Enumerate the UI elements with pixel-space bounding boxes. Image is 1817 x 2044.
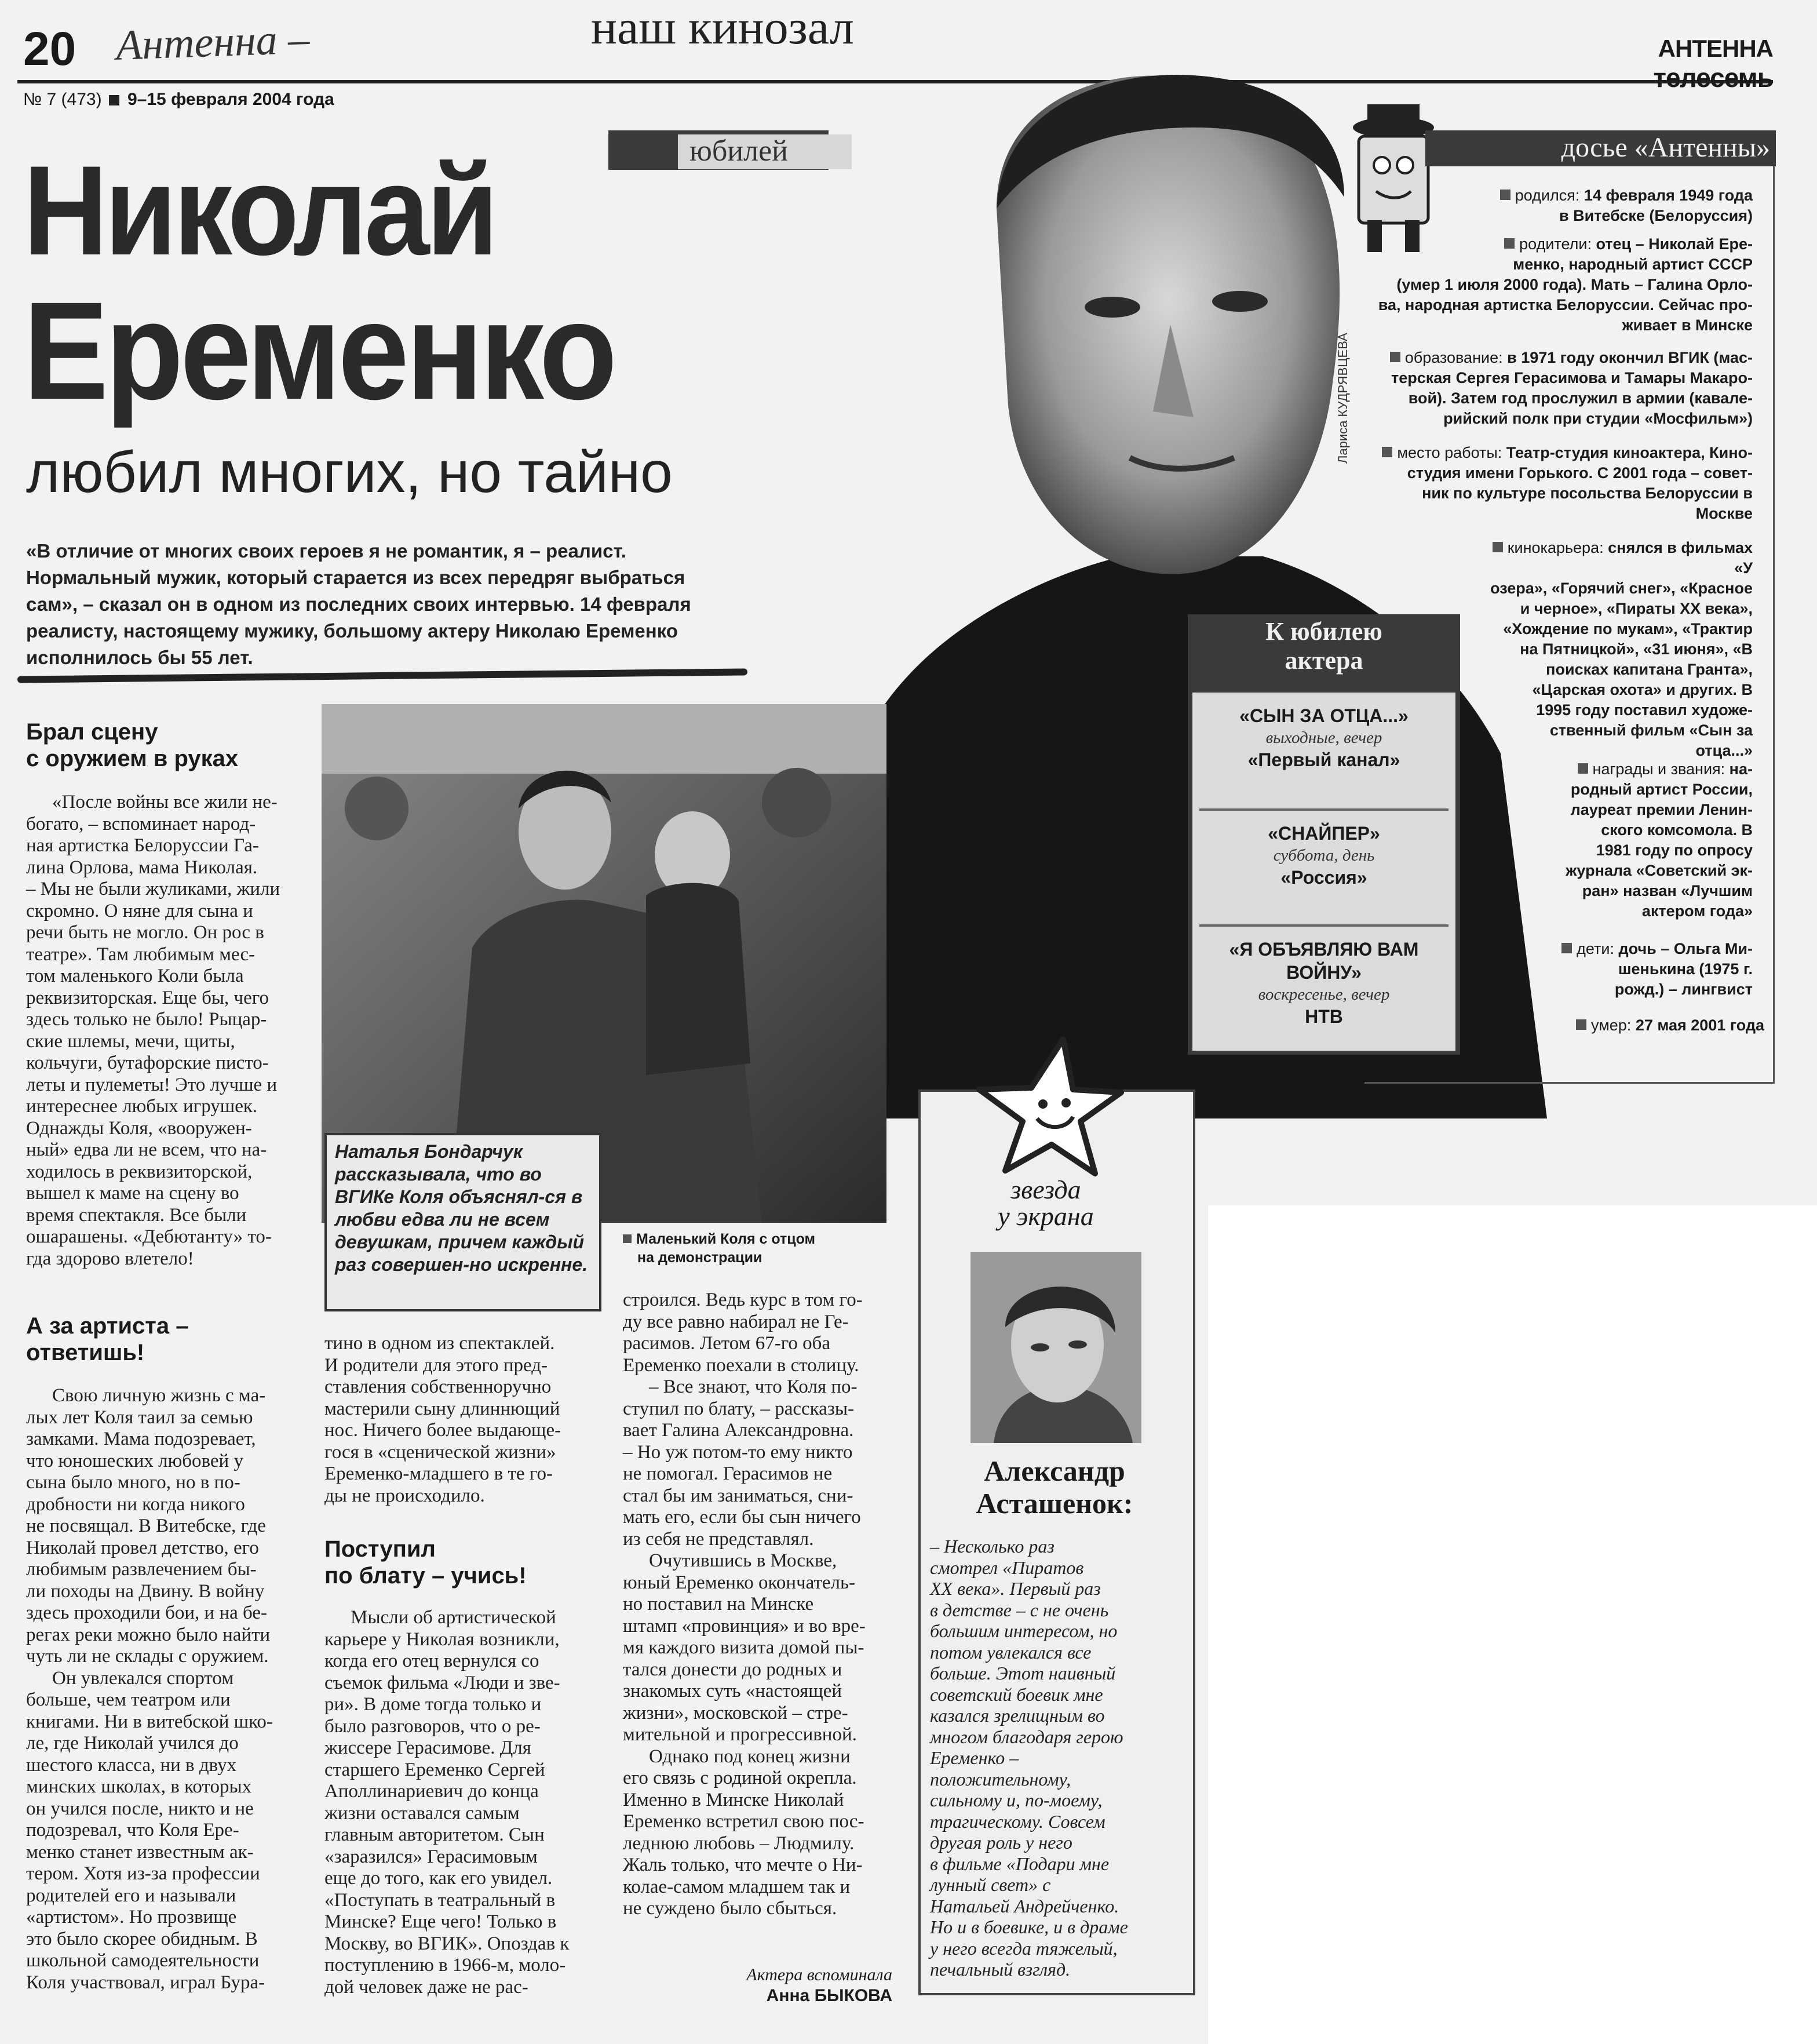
star-person-name: Александр Асташенок: <box>976 1455 1133 1520</box>
text-line: театре». Там любимым мес- <box>26 943 256 965</box>
text-line: Мысли об артистической <box>351 1607 556 1628</box>
text-line: сына было много, но в по- <box>26 1472 240 1493</box>
text-line: что юношеских любовей у <box>26 1450 243 1471</box>
text-line: «После войны все жили не- <box>52 792 278 813</box>
text-line: сильному и, по-моему, <box>930 1790 1103 1810</box>
text-line: ри». В доме тогда только и <box>324 1694 542 1715</box>
tv-divider <box>1199 808 1449 811</box>
text-line: кольчуги, бутафорские писто- <box>26 1052 269 1073</box>
text-line: не суждено было сбыться. <box>623 1898 837 1919</box>
col2-paragraph-2 <box>324 1607 594 1998</box>
text-line: нос. Ничего более выдающе- <box>324 1420 561 1441</box>
text-line: Еременко – <box>930 1747 1019 1768</box>
text-line: ле, где Николай учился до <box>26 1733 239 1754</box>
text-line: регах реки можно было найти <box>26 1624 271 1645</box>
dossier-awards: награды и звания: на- родный артист России, лауреат премии Ленин- ского комсомола. В 1981 году по опросу журнала «Советский эк- ран» назван «Лучшим актером года» <box>1566 760 1753 920</box>
dossier-parents: родители: отец – Николай Ере- менко, народный артист СССР (умер 1 июля 2000 года). Мать – Галина Орло- ва, народная артистка Белоруссии. Сейчас про- живает в Минске <box>1378 235 1753 334</box>
text-line: вышел к маме на сцену во <box>26 1183 239 1204</box>
text-line: ная артистка Белоруссии Га- <box>26 835 259 856</box>
text-line: Однажды Коля, «вооружен- <box>26 1117 252 1139</box>
bullet-square-icon <box>1578 763 1588 774</box>
text-line: карьере у Николая возникли, <box>324 1628 560 1650</box>
text-line: стал бы им заниматься, сни- <box>623 1485 853 1506</box>
tv-item-son-for-father: «СЫН ЗА ОТЦА...» выходные, вечер «Первый канал» <box>1239 705 1409 770</box>
text-line: лых лет Коля таил за семью <box>26 1407 253 1428</box>
text-line: из себя не представлял. <box>623 1528 814 1550</box>
text-line: – Мы не были жуликами, жили <box>26 879 280 899</box>
text-line: печальный взгляд. <box>930 1959 1071 1980</box>
text-line: И родители для этого пред- <box>324 1354 548 1376</box>
text-line: любимым развлечением бы- <box>26 1559 257 1580</box>
dossier-title: досье «Антенны» <box>1561 132 1770 163</box>
issue-dates: 9–15 февраля 2004 года <box>127 90 334 109</box>
page-number: 20 <box>23 23 76 75</box>
text-line: богато, – вспоминает народ- <box>26 813 256 835</box>
dossier-education: образование: в 1971 году окончил ВГИК (мас- терская Сергея Герасимова и Тамары Макаро- вой). Затем год прослужил в армии (кавале- рийский полк при студии «Мосфильм») <box>1367 348 1753 429</box>
text-line: было разговоров, что о ре- <box>324 1715 541 1737</box>
text-line: – Все знают, что Коля по- <box>649 1376 858 1397</box>
bullet-square-icon <box>1561 943 1572 953</box>
text-line: время спектакля. Все были <box>26 1204 247 1226</box>
text-line: лина Орлова, мама Николая. <box>26 857 258 878</box>
dossier-workplace: место работы: Театр-студия киноактера, Кино- студия имени Горького. С 2001 года – совет- ник по культуре посольства Белоруссии в Москве <box>1367 443 1753 524</box>
text-line: мительной и прогрессивной. <box>623 1724 857 1745</box>
text-line: старшего Еременко Сергей <box>324 1759 545 1780</box>
text-line: вает Галина Александровна. <box>623 1420 854 1441</box>
issue-number: № 7 (473) <box>23 90 102 109</box>
text-line: главным авторитетом. Сын <box>324 1824 545 1845</box>
text-line: потом увлекался все <box>930 1641 1092 1663</box>
text-line: не посвящал. В Витебске, где <box>26 1515 266 1536</box>
tv-item-war: «Я ОБЪЯВЛЯЮ ВАМ ВОЙНУ» воскресенье, вечер НТВ <box>1229 939 1419 1027</box>
col1-paragraph-2 <box>26 1385 295 1994</box>
text-line: казался зрелищным во <box>930 1705 1105 1726</box>
text-line: дой человек даже не рас- <box>324 1976 528 1998</box>
tv-divider <box>1199 924 1449 927</box>
text-line: «Поступать в театральный в <box>324 1889 556 1911</box>
text-line: ли походы на Двину. В войну <box>26 1580 265 1602</box>
dossier-died: умер: 27 мая 2001 года <box>1541 1015 1764 1036</box>
text-line: Однако под конец жизни <box>649 1746 851 1767</box>
text-line: менко станет известным ак- <box>26 1841 254 1863</box>
col1-paragraph-1 <box>26 792 295 1270</box>
text-line: Очутившись в Москве, <box>649 1550 837 1571</box>
text-line: мать его, если бы сын ничего <box>623 1507 861 1528</box>
text-line: не помогал. Герасимов не <box>623 1463 833 1484</box>
text-line: советский боевик мне <box>930 1684 1103 1705</box>
star-icon <box>973 1034 1124 1179</box>
text-line: многом благодаря герою <box>930 1726 1123 1747</box>
text-line: знакомых суть «настоящей <box>623 1681 842 1701</box>
subhead-answer-for-artist: А за артиста – ответишь! <box>26 1313 189 1365</box>
text-line: Жаль только, что мечте о Ни- <box>623 1854 863 1875</box>
text-line: шестого класса, ни в двух <box>26 1754 237 1776</box>
headline-last-name: Еременко <box>23 273 614 428</box>
text-line: тался донести до родных и <box>623 1659 842 1680</box>
text-line: жизни оставался самым <box>324 1802 520 1824</box>
lead-paragraph: «В отличие от многих своих героев я не романтик, я – реалист. Нормальный мужик, который старается из всех передряг выбраться сам», – сказал он в одном из последних своих интервью. 14 февраля реалисту, настоящему мужику, большому актеру Николаю Еременко исполнилось бы 55 лет. <box>26 540 691 668</box>
bullet-square-icon <box>1493 542 1503 552</box>
text-line: поступлению в 1966-м, моло- <box>324 1955 566 1976</box>
headline-subtitle: любил многих, но тайно <box>26 440 673 505</box>
text-line: строился. Ведь курс в том го- <box>623 1289 863 1310</box>
text-line: в детстве – с не очень <box>930 1599 1109 1620</box>
tv-box-title: К юбилею актера <box>1265 617 1382 675</box>
text-line: Аполлинариевич до конца <box>324 1781 539 1802</box>
text-line: «заразился» Герасимовым <box>324 1846 538 1867</box>
text-line: Еременко встретил свою пос- <box>623 1811 864 1832</box>
rubric-title: наш кинозал <box>591 1 854 54</box>
bullet-square-icon <box>1576 1019 1586 1030</box>
text-line: Еременко поехали в столицу. <box>623 1354 859 1376</box>
text-line: – Но уж потом-то ему никто <box>623 1441 853 1463</box>
text-line: колае-самом младшем так и <box>623 1876 851 1897</box>
text-line: интереснее любых игрушек. <box>26 1096 258 1117</box>
text-line: Москву, во ВГИК». Опоздав к <box>324 1933 570 1954</box>
text-line: Натальей Андрейченко. <box>930 1895 1119 1917</box>
text-line: школьной самодеятельности <box>26 1950 260 1971</box>
text-line: дробности ни когда никого <box>26 1493 245 1515</box>
text-line: Но и в боевике, и в драме <box>930 1917 1128 1937</box>
brand-handwritten: Антенна – <box>115 15 311 70</box>
text-line: ступил по блату, – рассказы- <box>623 1398 855 1419</box>
text-line: Свою личную жизнь с ма- <box>52 1385 266 1406</box>
text-line: книгами. Ни в витебской шко- <box>26 1711 273 1732</box>
page-background-blank <box>1208 1205 1817 2044</box>
text-line: скромно. О няне для сына и <box>26 900 253 921</box>
text-line: еще до того, как его увидел. <box>324 1868 553 1889</box>
text-line: Именно в Минске Николай <box>623 1789 844 1810</box>
text-line: это было скорее обидным. В <box>26 1928 258 1950</box>
text-line: жиссере Герасимове. Для <box>324 1737 531 1758</box>
text-line: Он увлекался спортом <box>52 1667 234 1689</box>
text-line: большим интересом, но <box>930 1620 1118 1641</box>
text-line: ставления собственноручно <box>324 1376 552 1397</box>
text-line: здесь только не было! Рыцар- <box>26 1009 267 1030</box>
tv-item-sniper: «СНАЙПЕР» суббота, день «Россия» <box>1268 823 1380 888</box>
text-line: штамп «провинция» и во вре- <box>623 1615 866 1637</box>
text-line: в фильме «Подари мне <box>930 1853 1110 1874</box>
text-line: речи быть не могло. Он рос в <box>26 922 264 943</box>
text-line: замками. Мама подозревает, <box>26 1429 256 1449</box>
headline-first-name: Николай <box>23 139 495 282</box>
text-line: но поставил на Минске <box>623 1594 814 1615</box>
text-line: юный Еременко окончатель- <box>623 1572 855 1593</box>
col2-paragraph-1 <box>324 1333 594 1507</box>
text-line: мя каждого визита домой пы- <box>623 1637 864 1658</box>
subhead-stage-weapon: Брал сцену с оружием в руках <box>26 719 239 771</box>
bullet-square-icon <box>623 1234 632 1243</box>
text-line: лунный свет» с <box>930 1874 1051 1895</box>
text-line: ошарашены. «Дебютанту» то- <box>26 1226 272 1247</box>
text-line: гося в «сценической жизни» <box>324 1441 556 1463</box>
text-line: леты и пулеметы! Это лучше и <box>26 1074 278 1095</box>
text-line: гда здорово влетело! <box>26 1248 194 1269</box>
text-line: другая роль у него <box>930 1832 1072 1853</box>
col3-paragraph <box>623 1289 892 1920</box>
text-line: Еременко-младшего в те го- <box>324 1463 553 1484</box>
text-line: больше. Этот наивный <box>930 1663 1116 1684</box>
text-line: когда его отец вернулся со <box>324 1650 539 1671</box>
text-line: Николай провел детство, его <box>26 1537 259 1558</box>
text-line: мастерили сыну длиннющий <box>324 1398 560 1419</box>
bullet-square-icon <box>1390 352 1400 362</box>
photo-credit: Лариса КУДРЯВЦЕВА <box>1336 333 1350 464</box>
text-line: он учился после, никто и не <box>26 1798 254 1819</box>
text-line: у него всегда тяжелый, <box>930 1937 1118 1959</box>
text-line: подозревал, что Коля Ере- <box>26 1820 239 1841</box>
text-line: его связь с родиной окрепла. <box>623 1768 857 1788</box>
quote-box-text: Наталья Бондарчук рассказывала, что во ВГИКе Коля объяснял-ся в любви едва ли не всем девушкам, причем каждый раз совершен-но искренне. <box>335 1141 588 1275</box>
text-line: тером. Хотя из-за профессии <box>26 1863 260 1884</box>
text-line: Коля участвовал, играл Бура- <box>26 1972 265 1993</box>
byline-label: Актера вспоминала <box>746 1965 892 1984</box>
bullet-square-icon <box>1500 190 1510 200</box>
dossier-film-career: кинокарьера: снялся в фильмах «У озера», «Горячий снег», «Красное и черное», «Пираты XX века», «Хождение по мукам», «Трактир на Пятницкой», «31 июня», «В поисках капитана Гранта», «Царская охота» и других. В 1995 году поставил художе- ственный фильм «Сын за отца...» <box>1490 539 1753 759</box>
photo-caption: Маленький Коля с отцом на демонстрации <box>623 1230 815 1267</box>
text-line: чуть ли не склады с оружием. <box>26 1646 269 1667</box>
text-line: жизни», московской – стре- <box>623 1702 848 1724</box>
text-line: Минске? Еще чего! Только в <box>324 1911 557 1932</box>
text-line: XX века». Первый раз <box>930 1578 1101 1599</box>
text-line: здесь проходили бои, и на бе- <box>26 1602 268 1623</box>
text-line: родителей его и называли <box>26 1885 236 1906</box>
text-line: больше, чем театром или <box>26 1689 231 1710</box>
text-line: ские шлемы, мечи, щиты, <box>26 1030 235 1052</box>
text-line: ды не происходило. <box>324 1485 485 1506</box>
logo-antenna: АНТЕННА <box>1658 35 1773 62</box>
text-line: положительному, <box>930 1768 1071 1790</box>
logo-telesem: телесемь <box>1653 63 1773 93</box>
astashenok-photo <box>970 1252 1141 1443</box>
text-line: том маленького Коли была <box>26 965 244 986</box>
text-line: тино в одном из спектаклей. <box>324 1333 555 1354</box>
section-tag: юбилей <box>689 134 788 167</box>
text-line: минских школах, в которых <box>26 1776 252 1797</box>
text-line: «артистом». Но прозвище <box>26 1907 237 1928</box>
text-line: – Несколько раз <box>930 1536 1055 1557</box>
issue-square-bullet <box>109 95 119 105</box>
bullet-square-icon <box>1504 238 1515 249</box>
byline-author: Анна БЫКОВА <box>766 1986 892 2005</box>
text-line: съемок фильма «Люди и зве- <box>324 1672 560 1693</box>
subhead-by-pull: Поступил по блату – учись! <box>324 1536 527 1588</box>
bullet-square-icon <box>1382 447 1392 457</box>
text-line: трагическому. Совсем <box>930 1810 1105 1832</box>
dossier-children: дети: дочь – Ольга Ми- шенькина (1975 г. рожд.) – лингвист <box>1541 939 1753 1000</box>
text-line: ходилось в реквизиторской, <box>26 1161 253 1182</box>
text-line: ду все равно набирал не Ге- <box>623 1311 849 1332</box>
dossier-born: родился: 14 февраля 1949 года в Витебске (Белоруссия) <box>1367 185 1753 226</box>
star-label: звезда у экрана <box>998 1175 1094 1231</box>
star-quote <box>930 1536 1185 1980</box>
text-line: реквизиторская. Еще бы, чего <box>26 987 269 1008</box>
text-line: леднюю любовь – Людмилу. <box>623 1832 855 1854</box>
text-line: расимов. Летом 67-го оба <box>623 1333 831 1354</box>
text-line: ный» едва ли не всем, что на- <box>26 1139 267 1160</box>
text-line: смотрел «Пиратов <box>930 1557 1084 1578</box>
